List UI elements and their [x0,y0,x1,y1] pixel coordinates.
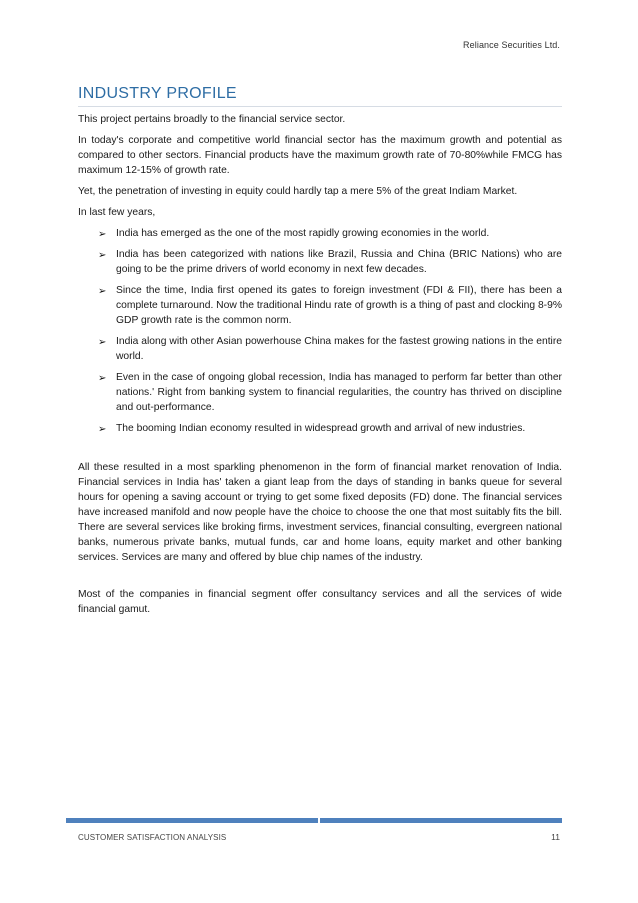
bullet-text: The booming Indian economy resulted in widespread growth and arrival of new industries. [116,423,526,434]
paragraph-penetration: Yet, the penetration of investing in equity could hardly tap a mere 5% of the great Indiam Market. [78,186,518,197]
paragraph-growth: In today's corporate and competitive world financial sector has the maximum growth and potential as compared to other sectors. Financial products have the maximum growth rate of 70-80%while FMCG has maximum 12-15% of growth rate. [78,135,562,176]
paragraph-consultancy: Most of the companies in financial segment offer consultancy services and all the services of wide financial gamut. [78,589,562,615]
bullet-text: India has been categorized with nations like Brazil, Russia and China (BRIC Nations) who are going to be the prime drivers of world economy in next few decades. [116,249,562,275]
arrow-bullet-icon: ➢ [98,337,107,348]
page-number: 11 [551,832,560,842]
arrow-bullet-icon: ➢ [98,373,107,384]
bullet-text: India along with other Asian powerhouse China makes for the fastest growing nations in the entire world. [116,336,562,362]
header-company-name: Reliance Securities Ltd. [463,40,560,50]
paragraph-renovation: All these resulted in a most sparkling phenomenon in the form of financial market renovation of India. Financial services in India has' taken a giant leap from the days of standing in banks queue for several hours for opening a saving account or trying to get some fixed deposits (FD) done. The financial services have increased manifold and now people have the choice to choose the one that most suitably fits the bill. There are several services like broking firms, investment services, financial consulting, evergreen national banks, numerous private banks, mutual funds, car and home loans, equity market and other banking services. Services are many and offered by blue chip names of the industry. [78,462,562,563]
list-item [98,370,562,415]
spacer [78,444,562,460]
list-item [98,226,562,241]
body-content [78,112,562,623]
arrow-bullet-icon: ➢ [98,286,107,297]
bullet-text: Even in the case of ongoing global recession, India has managed to perform far better than other nations.' Right from banking system to financial regularities, the country has thrived on discipline and out-performance. [116,372,562,413]
paragraph-last-few-years: In last few years, [78,207,156,218]
intro-paragraph: This project pertains broadly to the financial service sector. [78,114,346,125]
list-item [98,283,562,328]
bullet-list [78,226,562,436]
section-title: INDUSTRY PROFILE [78,85,562,107]
footer-document-title: CUSTOMER SATISFACTION ANALYSIS [78,833,227,842]
footer-divider-bar [66,818,562,823]
list-item [98,247,562,277]
list-item [98,334,562,364]
arrow-bullet-icon: ➢ [98,424,107,435]
footer-bar-notch [318,818,320,823]
bullet-text: India has emerged as the one of the most rapidly growing economies in the world. [116,228,490,239]
arrow-bullet-icon: ➢ [98,229,107,240]
spacer [78,571,562,587]
list-item [98,421,562,436]
arrow-bullet-icon: ➢ [98,250,107,261]
bullet-text: Since the time, India first opened its gates to foreign investment (FDI & FII), there has been a complete turnaround. Now the traditional Hindu rate of growth is a thing of past and clocking 8-9% GDP growth rate is the common norm. [116,285,562,326]
